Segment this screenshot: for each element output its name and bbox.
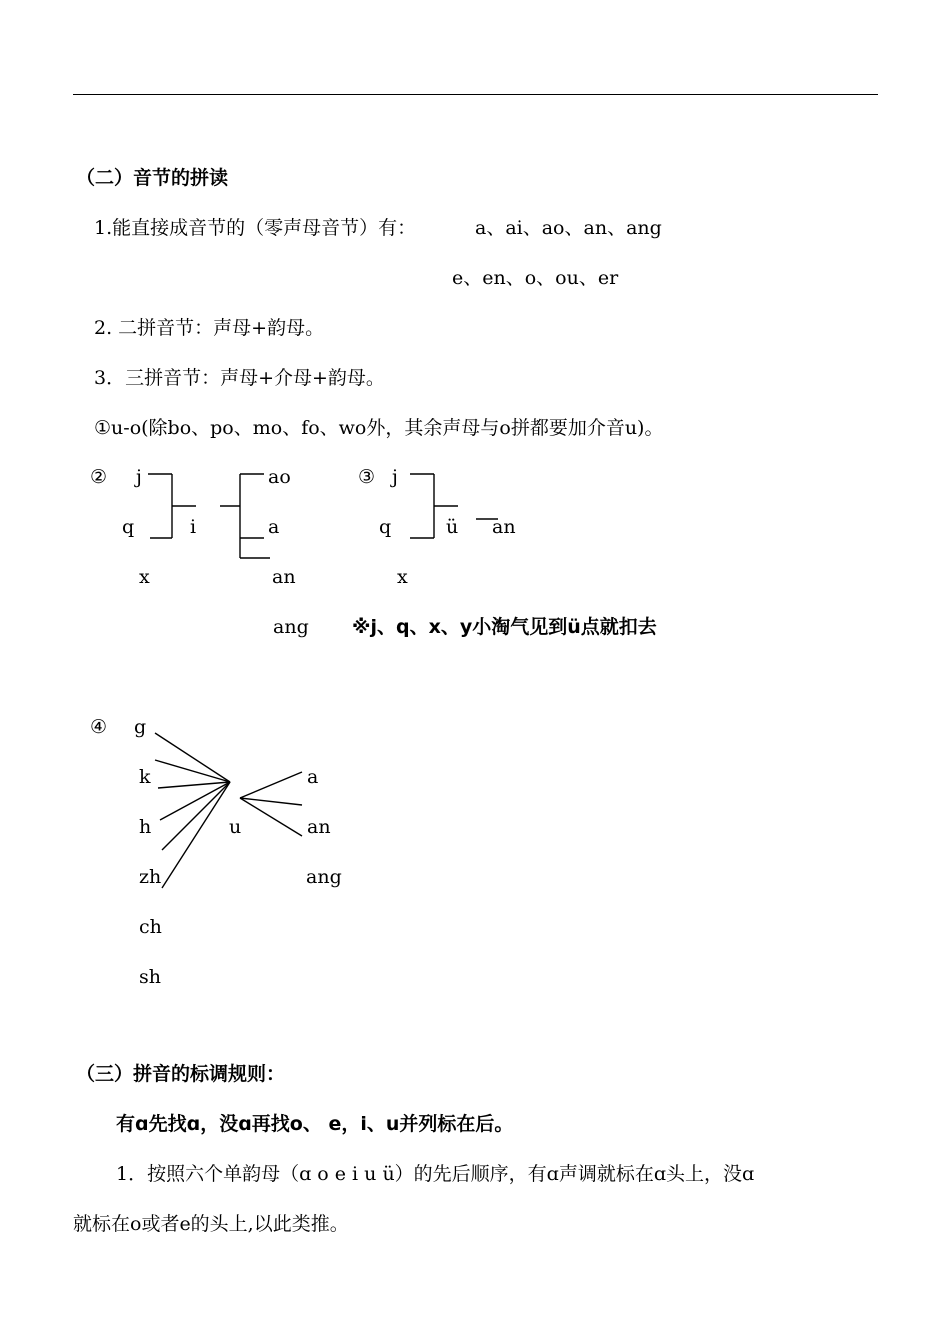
- diagram-2-marker: ②: [90, 466, 108, 488]
- diagram-4-medial: u: [229, 816, 242, 838]
- diagram-2-initial: q: [122, 516, 135, 538]
- tone-rule-1-line2: 就标在o或者e的头上,以此类推。: [73, 1213, 349, 1235]
- diagram-4-final: ang: [306, 866, 342, 888]
- tone-rule-1-line1: 1．按照六个单韵母（ɑ o e i u ü）的先后顺序，有ɑ声调就标在ɑ头上，没ɑ: [116, 1163, 755, 1185]
- diagram-2-final: ao: [268, 466, 291, 488]
- diagram-3-final: an: [492, 516, 516, 538]
- diagram-4-marker: ④: [90, 716, 108, 738]
- diagram-3-marker: ③: [358, 466, 376, 488]
- item-1-label: 1.能直接成音节的（零声母音节）有：: [94, 217, 417, 239]
- diagram-2-initial: j: [136, 466, 142, 488]
- diagram-4-initial: sh: [139, 966, 161, 988]
- diagram-2-initial: x: [139, 566, 150, 588]
- diagram-3-initial: j: [392, 466, 398, 488]
- diagram-4-initial: k: [139, 766, 151, 788]
- diagram-4-initial: zh: [139, 866, 162, 888]
- tone-rule-rhyme: 有ɑ先找ɑ，没ɑ再找o、 e，i、u并列标在后。: [116, 1113, 514, 1135]
- diagram-4-initial: h: [139, 816, 152, 838]
- section-2-heading: （二）音节的拼读: [76, 167, 229, 189]
- item-2: 2. 二拼音节：声母+韵母。: [94, 317, 325, 339]
- item-1-values-row1: a、ai、ao、an、ang: [475, 217, 662, 239]
- diagram-3-initial: x: [397, 566, 408, 588]
- diagram-4-initial: ch: [139, 916, 162, 938]
- diagram-2-final: an: [272, 566, 296, 588]
- diagram-4-final: a: [307, 766, 319, 788]
- diagram-2-final: ang: [273, 616, 309, 638]
- diagram-2-final: a: [268, 516, 280, 538]
- diagram-3-medial: ü: [446, 516, 459, 538]
- diagram-4-initial: g: [134, 716, 147, 738]
- diagram-3-initial: q: [379, 516, 392, 538]
- section-3-heading: （三）拼音的标调规则：: [76, 1063, 286, 1085]
- diagram-2-medial: i: [190, 516, 197, 538]
- rule-note: ※j、q、x、y小淘气见到ü点就扣去: [352, 616, 657, 638]
- diagram-4-final: an: [307, 816, 331, 838]
- item-3: 3．三拼音节：声母+介母+韵母。: [94, 367, 385, 389]
- item-1-values-row2: e、en、o、ou、er: [452, 267, 619, 289]
- note-u-o: ①u-o(除bo、po、mo、fo、wo外，其余声母与o拼都要加介音u)。: [94, 417, 664, 439]
